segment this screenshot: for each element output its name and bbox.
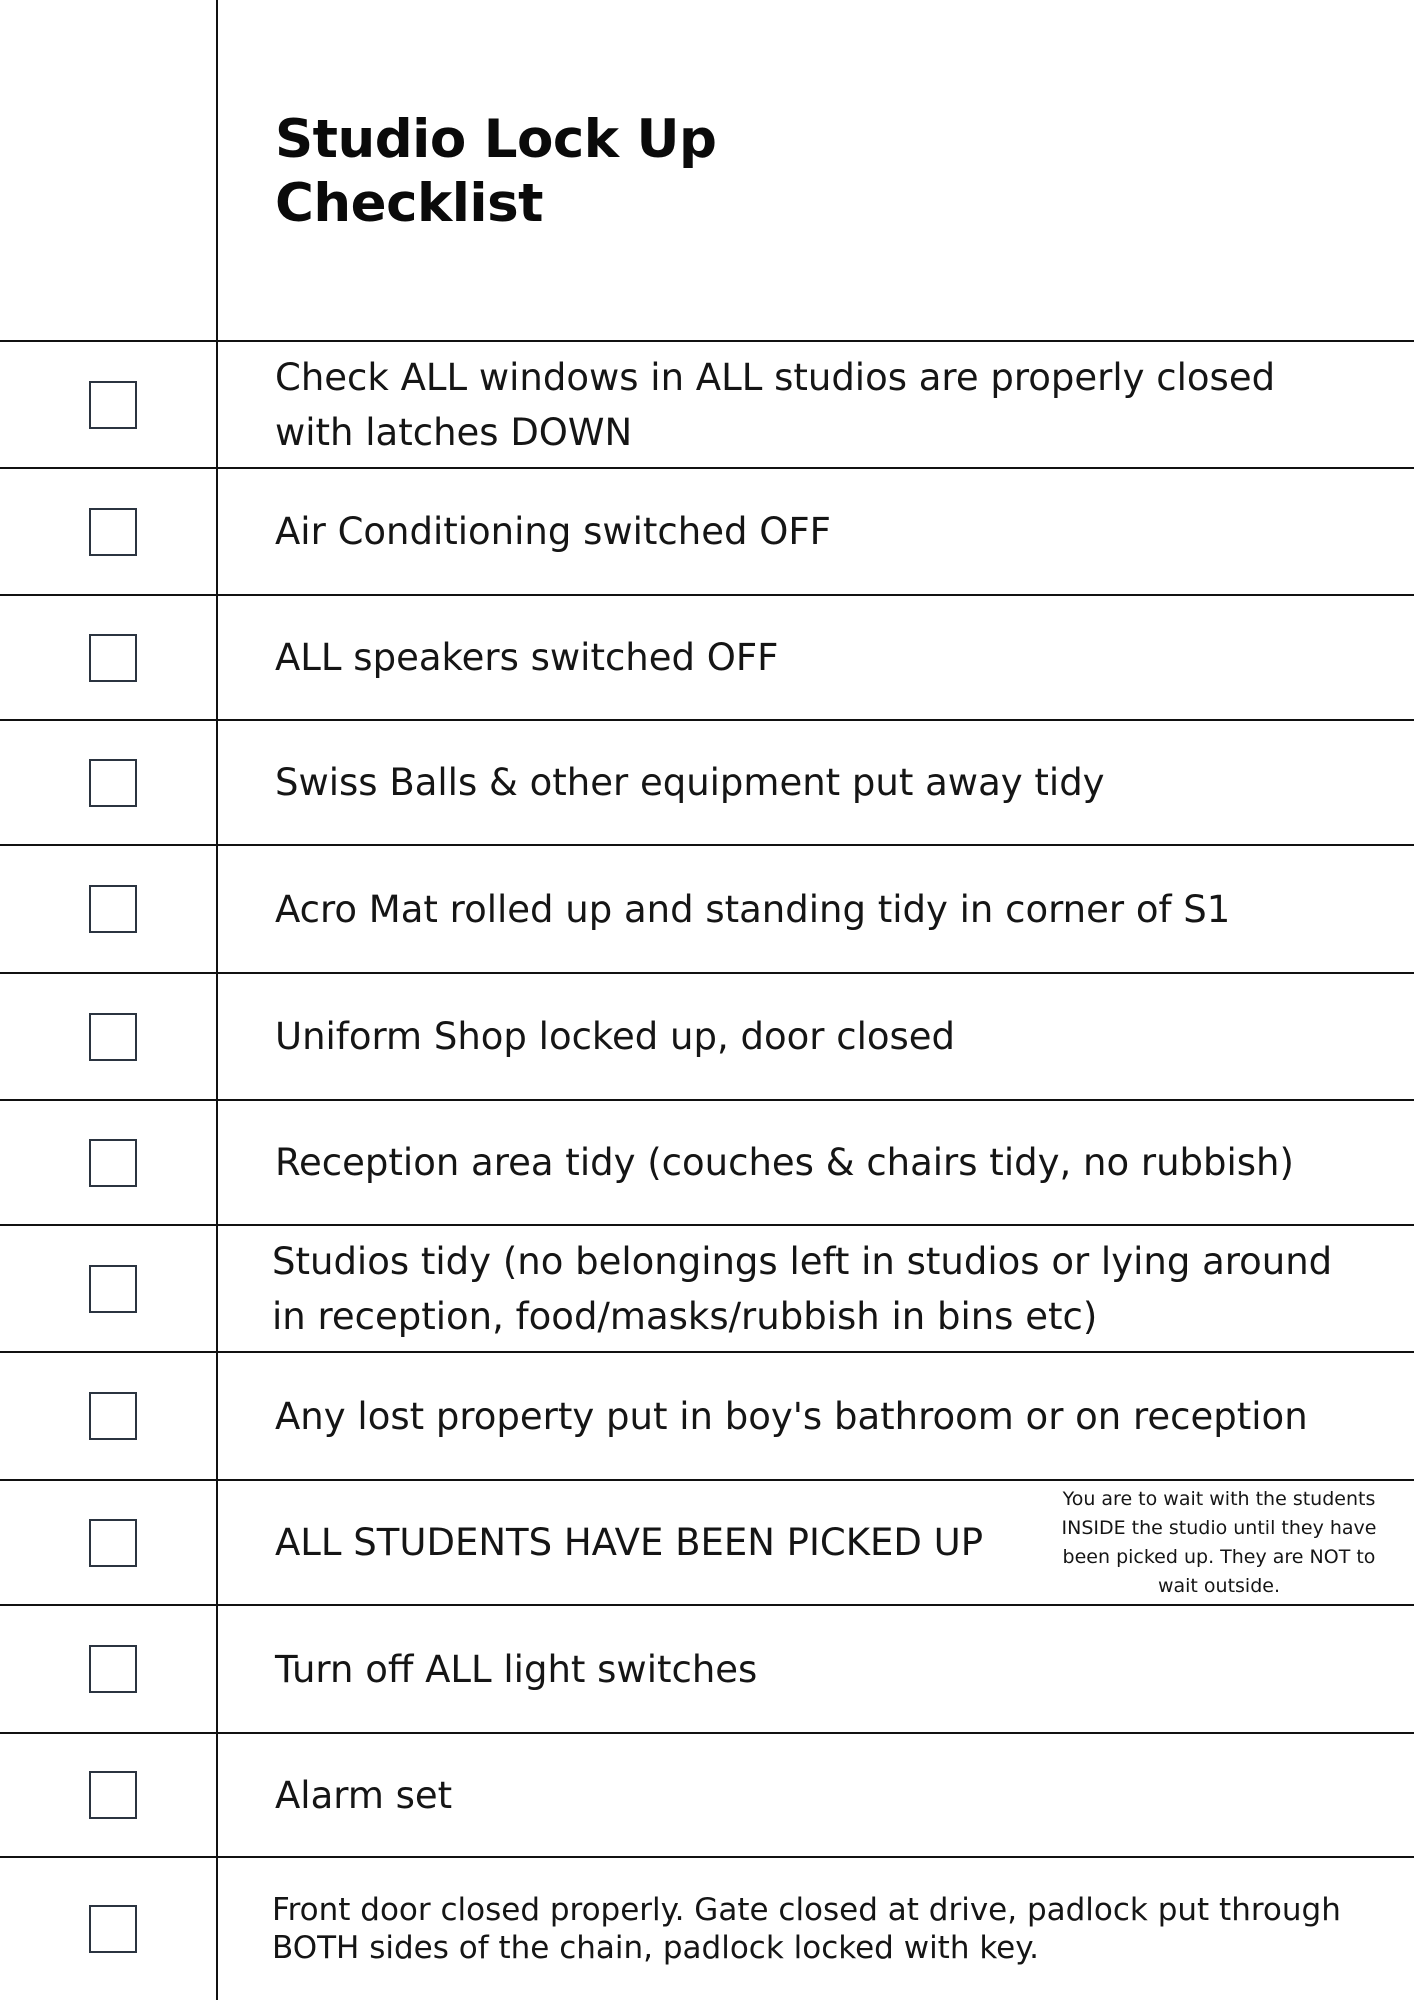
checklist-item-line: Uniform Shop locked up, door closed <box>275 1015 956 1058</box>
checklist-item <box>0 1733 1414 1857</box>
checklist-item <box>0 1857 1414 2000</box>
checkbox[interactable] <box>89 1645 137 1693</box>
checklist-item <box>0 1480 1414 1605</box>
note-line: You are to wait with the students <box>1062 1488 1376 1510</box>
checkbox[interactable] <box>89 1771 137 1819</box>
checklist-item-line: Reception area tidy (couches & chairs tidy, no rubbish) <box>275 1141 1294 1184</box>
checklist-item-text <box>275 504 831 559</box>
checklist-item-text <box>272 1234 1332 1344</box>
checklist-item <box>0 1225 1414 1352</box>
checklist-item-line: Acro Mat rolled up and standing tidy in corner of S1 <box>275 888 1231 931</box>
checklist-item <box>0 1100 1414 1225</box>
checklist-item <box>0 341 1414 468</box>
checkbox[interactable] <box>89 885 137 933</box>
checklist-item-line: Swiss Balls & other equipment put away tidy <box>275 761 1105 804</box>
checklist-item-text <box>275 1009 955 1064</box>
checklist-item-text <box>275 1515 983 1570</box>
checklist-item <box>0 1352 1414 1480</box>
checklist-item-text <box>275 755 1105 810</box>
checklist-item-text <box>275 630 778 685</box>
note-line: been picked up. They are NOT to <box>1062 1546 1376 1568</box>
checkbox[interactable] <box>89 1905 137 1953</box>
checklist-item-line: with latches DOWN <box>275 411 633 454</box>
checklist-item-text <box>275 1135 1294 1190</box>
checkbox[interactable] <box>89 634 137 682</box>
checklist-item-line: Studios tidy (no belongings left in studios or lying around <box>272 1240 1333 1283</box>
checklist-item <box>0 973 1414 1100</box>
checkbox[interactable] <box>89 1013 137 1061</box>
note-line: wait outside. <box>1157 1575 1281 1597</box>
checklist-item <box>0 720 1414 845</box>
checkbox[interactable] <box>89 381 137 429</box>
checkbox[interactable] <box>89 1392 137 1440</box>
checklist-item-line: Alarm set <box>275 1774 453 1817</box>
checklist-item-text <box>275 1642 757 1697</box>
note-line: INSIDE the studio until they have <box>1061 1517 1377 1539</box>
checklist-item-line: Any lost property put in boy's bathroom or on reception <box>275 1395 1308 1438</box>
checklist-item-text <box>275 1389 1308 1444</box>
checklist-item-line: ALL speakers switched OFF <box>275 636 779 679</box>
checklist-item <box>0 595 1414 720</box>
checklist-item-line: Turn off ALL light switches <box>275 1648 758 1691</box>
page-title-line-1: Studio Lock Up <box>275 109 717 170</box>
checklist-item <box>0 845 1414 973</box>
checklist-item <box>0 468 1414 595</box>
checklist-item-line: Front door closed properly. Gate closed at drive, padlock put through <box>272 1892 1341 1928</box>
checklist-item <box>0 1605 1414 1733</box>
checklist-item-line: Check ALL windows in ALL studios are properly closed <box>275 356 1276 399</box>
checkbox[interactable] <box>89 1265 137 1313</box>
checklist-item-line: Air Conditioning switched OFF <box>275 510 831 553</box>
checklist-item-text <box>275 350 1275 460</box>
checklist-item-line: ALL STUDENTS HAVE BEEN PICKED UP <box>275 1521 984 1564</box>
checklist-item-line: in reception, food/masks/rubbish in bins etc) <box>272 1295 1098 1338</box>
checklist-item-text <box>272 1891 1341 1967</box>
checklist-item-line: BOTH sides of the chain, padlock locked with key. <box>272 1930 1040 1966</box>
checkbox[interactable] <box>89 508 137 556</box>
checkbox[interactable] <box>89 759 137 807</box>
checklist-item-note <box>1044 1485 1394 1601</box>
checklist-item-text <box>275 1768 452 1823</box>
page-title-line-2: Checklist <box>275 173 543 234</box>
checklist-item-text <box>275 882 1230 937</box>
page-title <box>275 108 716 236</box>
checkbox[interactable] <box>89 1519 137 1567</box>
checkbox[interactable] <box>89 1139 137 1187</box>
